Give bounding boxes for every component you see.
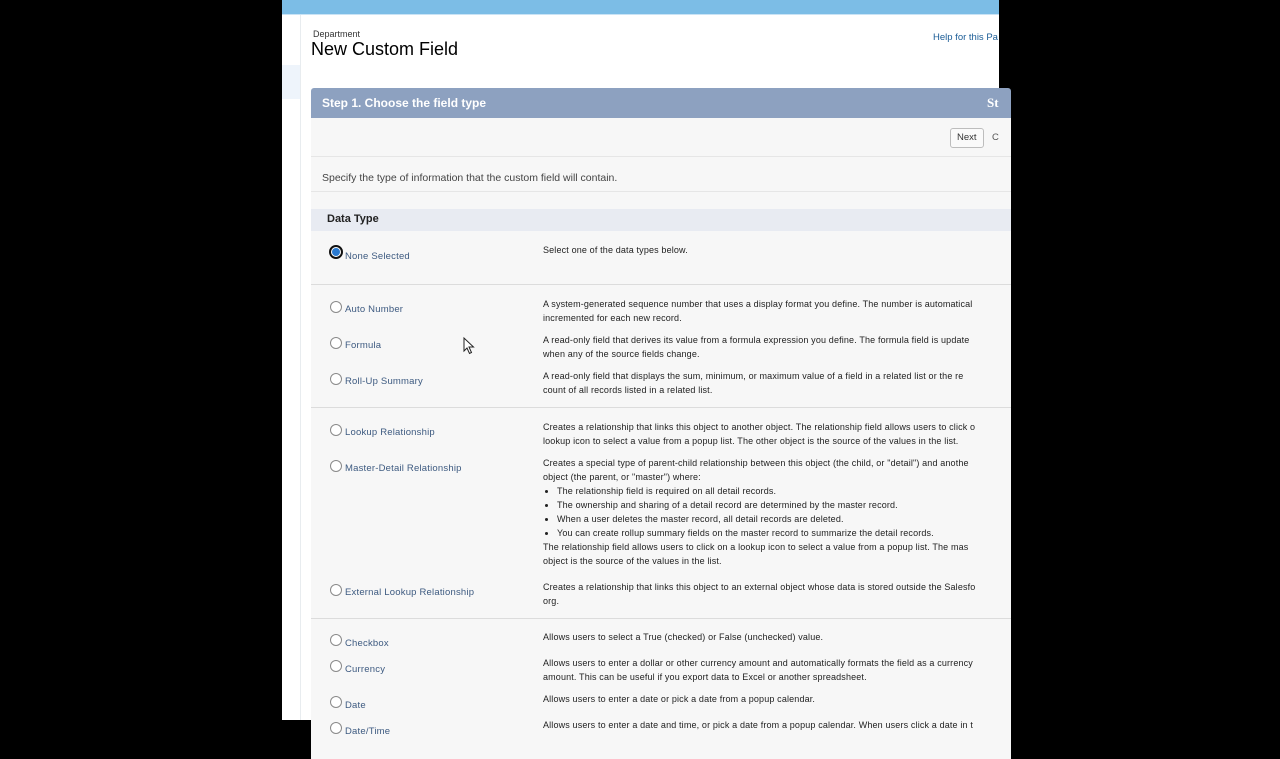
page-title: New Custom Field xyxy=(311,39,459,59)
option-description: Select one of the data types below. xyxy=(543,245,688,255)
option-description xyxy=(543,420,1013,448)
desc-line: A system-generated sequence number that uses a display format you define. The number is automatical xyxy=(543,299,973,309)
step-title: Step 1. Choose the field type xyxy=(322,96,487,110)
option-label[interactable]: Date/Time xyxy=(345,726,391,737)
radio-roll-up-summary[interactable] xyxy=(330,373,342,385)
bullet-item: • When a user deletes the master record, all detail records are deleted. xyxy=(557,512,1013,526)
option-description xyxy=(543,333,1013,361)
radio-master-detail-relationship[interactable] xyxy=(330,460,342,472)
option-label[interactable]: Master-Detail Relationship xyxy=(345,463,462,474)
option-group-relationships xyxy=(311,408,1011,619)
radio-currency[interactable] xyxy=(330,660,342,672)
help-link[interactable]: Help for this Pa xyxy=(933,32,998,43)
radio-auto-number[interactable] xyxy=(330,301,342,313)
main-content xyxy=(311,15,1011,759)
next-button[interactable]: Next xyxy=(950,128,984,148)
step-header-bar xyxy=(311,88,1011,118)
bullet-item: • The ownership and sharing of a detail record are determined by the master record. xyxy=(557,498,1013,512)
top-accent-bar xyxy=(282,0,999,15)
sidebar-selected-item[interactable] xyxy=(282,65,300,99)
option-description: Allows users to enter a date or pick a date from a popup calendar. xyxy=(543,694,816,704)
desc-line: The relationship field allows users to click on a lookup icon to select a value from a popup list. The mas xyxy=(543,542,969,552)
desc-line: lookup icon to select a value from a popup list. The other object is the source of the values in the list. xyxy=(543,436,959,446)
option-label[interactable]: Checkbox xyxy=(345,638,389,649)
desc-line: Creates a relationship that links this object to another object. The relationship field allows users to click o xyxy=(543,422,976,432)
browser-viewport xyxy=(282,0,999,737)
step-panel xyxy=(311,118,1011,759)
intro-text xyxy=(311,157,1011,192)
option-label[interactable]: Lookup Relationship xyxy=(345,427,435,438)
option-group-calculated xyxy=(311,285,1011,408)
bullet-item: • You can create rollup summary fields on the master record to summarize the detail records. xyxy=(557,526,1013,540)
desc-line: Creates a relationship that links this object to an external object whose data is stored outside the Salesfo xyxy=(543,582,976,592)
desc-line: Creates a special type of parent-child relationship between this object (the child, or "detail") and anothe xyxy=(543,458,969,468)
bullet-item: • The relationship field is required on all detail records. xyxy=(557,484,1013,498)
desc-line: object is the source of the values in the list. xyxy=(543,556,722,566)
option-label[interactable]: None Selected xyxy=(345,251,410,262)
option-label[interactable]: Currency xyxy=(345,664,386,675)
option-description: Allows users to select a True (checked) or False (unchecked) value. xyxy=(543,632,824,642)
radio-date[interactable] xyxy=(330,696,342,708)
mouse-pointer-icon xyxy=(463,337,475,355)
radio-checkbox[interactable] xyxy=(330,634,342,646)
desc-line: A read-only field that derives its value from a formula expression you define. The formula field is update xyxy=(543,335,970,345)
radio-external-lookup-relationship[interactable] xyxy=(330,584,342,596)
option-label[interactable]: Auto Number xyxy=(345,304,404,315)
desc-line: org. xyxy=(543,596,560,606)
data-type-section-header xyxy=(311,209,1011,231)
option-description xyxy=(543,580,1013,608)
section-title: Data Type xyxy=(327,213,379,225)
radio-lookup-relationship[interactable] xyxy=(330,424,342,436)
option-description xyxy=(543,456,1013,568)
radio-none-selected[interactable] xyxy=(329,245,343,259)
option-description xyxy=(543,656,1013,684)
step-count: St xyxy=(987,95,999,110)
cancel-button[interactable]: C xyxy=(992,132,999,143)
page-header xyxy=(311,15,1011,88)
desc-line: incremented for each new record. xyxy=(543,313,682,323)
option-description: Allows users to enter a date and time, or pick a date from a popup calendar. When users click a date in t xyxy=(543,720,973,730)
option-group-none xyxy=(311,231,1011,285)
option-description xyxy=(543,297,1013,325)
desc-line: A read-only field that displays the sum, minimum, or maximum value of a field in a related list or the re xyxy=(543,371,964,381)
desc-line: object (the parent, or "master") where: xyxy=(543,472,701,482)
desc-line: when any of the source fields change. xyxy=(543,349,700,359)
desc-line: amount. This can be useful if you export data to Excel or another spreadsheet. xyxy=(543,672,867,682)
detail-bullets xyxy=(543,484,1013,540)
object-label: Department xyxy=(313,29,361,39)
option-label[interactable]: External Lookup Relationship xyxy=(345,587,475,598)
desc-line: Allows users to enter a dollar or other currency amount and automatically formats the field as a currency xyxy=(543,658,973,668)
button-row xyxy=(311,118,1011,157)
option-label[interactable]: Formula xyxy=(345,340,382,351)
option-label[interactable]: Roll-Up Summary xyxy=(345,376,423,387)
radio-formula[interactable] xyxy=(330,337,342,349)
intro-label: Specify the type of information that the custom field will contain. xyxy=(322,172,618,184)
desc-line: count of all records listed in a related list. xyxy=(543,385,713,395)
radio-date-time[interactable] xyxy=(330,722,342,734)
option-description xyxy=(543,369,1013,397)
option-group-basic xyxy=(311,619,1011,759)
option-label[interactable]: Date xyxy=(345,700,366,711)
setup-sidebar xyxy=(282,15,301,720)
